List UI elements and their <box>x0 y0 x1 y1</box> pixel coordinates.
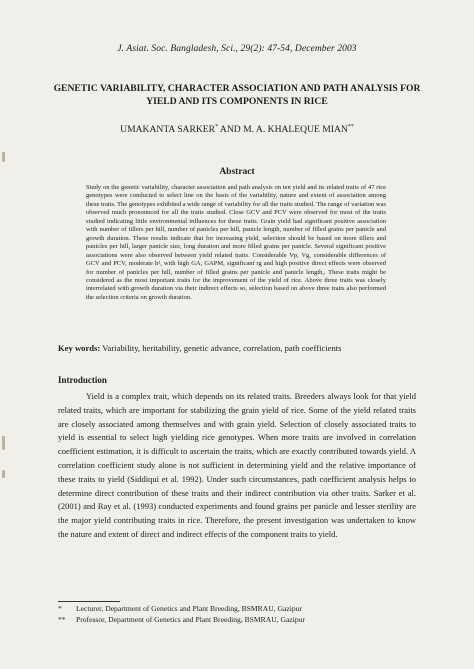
scan-margin-mark <box>2 152 5 162</box>
scan-margin-mark <box>2 436 5 450</box>
footnote-mark: * <box>58 604 62 613</box>
keywords-line <box>58 343 438 353</box>
abstract-text: Study on the genetic variability, character association and path analysis on ten yield and its related traits of 47 rice genotypes were conducted to select line on the basis of the variability, nature and extent of association among these traits. The genotypes exhibited a wide range of variability for all the traits studied. The range of variation was observed much pronounced for all the traits studied. Close GCV and PCV were observed for most of the traits studied indicating little environmental influences for these traits. Grain yield had significant positive association with number of tillers per hill, number of panicles per hill, panicle length, number of filled grains per panicle and growth duration. These results indicate that for increasing yield, selection should be based on more tillers and panicles per hill, larger panicle size, long duration and more filled grains per panicle. Several significant positive associations were also observed between yield related traits. Considerable Vp, Vg, considerable differences of GCV and PCV, moderate h², with high GA, GAPM, significant rg and high positive direct effects were observed for number of panicles per hill, number of filled grains per panicle and panicle length,. These traits might be considered as the most important traits for the improvement of the yield of rice. Above three traits was closely interrelated with growth duration via their indirect effects so, selection based on above three traits also performed the selection criteria on growth duration. <box>86 184 386 301</box>
footnote-mark: ** <box>58 614 66 624</box>
abstract-heading: Abstract <box>219 167 255 177</box>
footnote-divider <box>58 601 120 602</box>
footnote <box>58 615 418 626</box>
footnote <box>58 604 418 615</box>
introduction-text: Yield is a complex trait, which depends on its related traits. Breeders always look for that yield related traits, which are important for stabilizing the grain yield of rice. Some of the yield related traits are closely associated among themselves and with grain yield. Selection of closely associated traits to yield is essential to select high yielding rice genotypes. When more traits are involved in correlation coefficient estimation, it is difficult to ascertain the traits, which are exactly contributed towards yield. A correlation coefficient study alone is not sufficient in determining yield and the relative importance of these traits to yield (Siddiqui et al. 1992). Under such circumstances, path coefficient analysis helps to determine direct contribution of these traits and their indirect contribution via other traits. Sarker et al. (2001) and Ray et al. (1993) conducted experiments and found grains per panicle and lesser sterility are the major yield contributing traits in rice. Therefore, the present investigation was undertaken to know the nature and extent of direct and indirect effects of the component traits to yield. <box>58 391 416 539</box>
author-affiliation-mark: * <box>215 124 219 130</box>
author-name: UMAKANTA SARKER <box>120 124 216 136</box>
keywords-text: Variability, heritability, genetic advance, correlation, path coefficients <box>102 343 342 353</box>
author-name: M. A. KHALEQUE MIAN <box>243 124 348 136</box>
author-line <box>0 124 474 135</box>
footnote-text: Lecturer, Department of Genetics and Plant Breeding, BSMRAU, Gazipur <box>76 604 302 613</box>
scan-margin-mark <box>2 470 5 478</box>
section-heading-introduction: Introduction <box>58 375 107 385</box>
author-affiliation-mark: ** <box>347 124 354 130</box>
footnote-text: Professor, Department of Genetics and Plant Breeding, BSMRAU, Gazipur <box>76 614 305 624</box>
keywords-label: Key words: <box>58 343 101 353</box>
author-joiner: AND <box>218 124 244 136</box>
footnotes <box>58 604 418 625</box>
paper-title: GENETIC VARIABILITY, CHARACTER ASSOCIATION AND PATH ANALYSIS FOR YIELD AND ITS COMPONENTS IN RICE <box>53 83 421 107</box>
journal-reference: J. Asiat. Soc. Bangladesh, Sci., 29(2): 47-54, December 2003 <box>117 44 357 54</box>
